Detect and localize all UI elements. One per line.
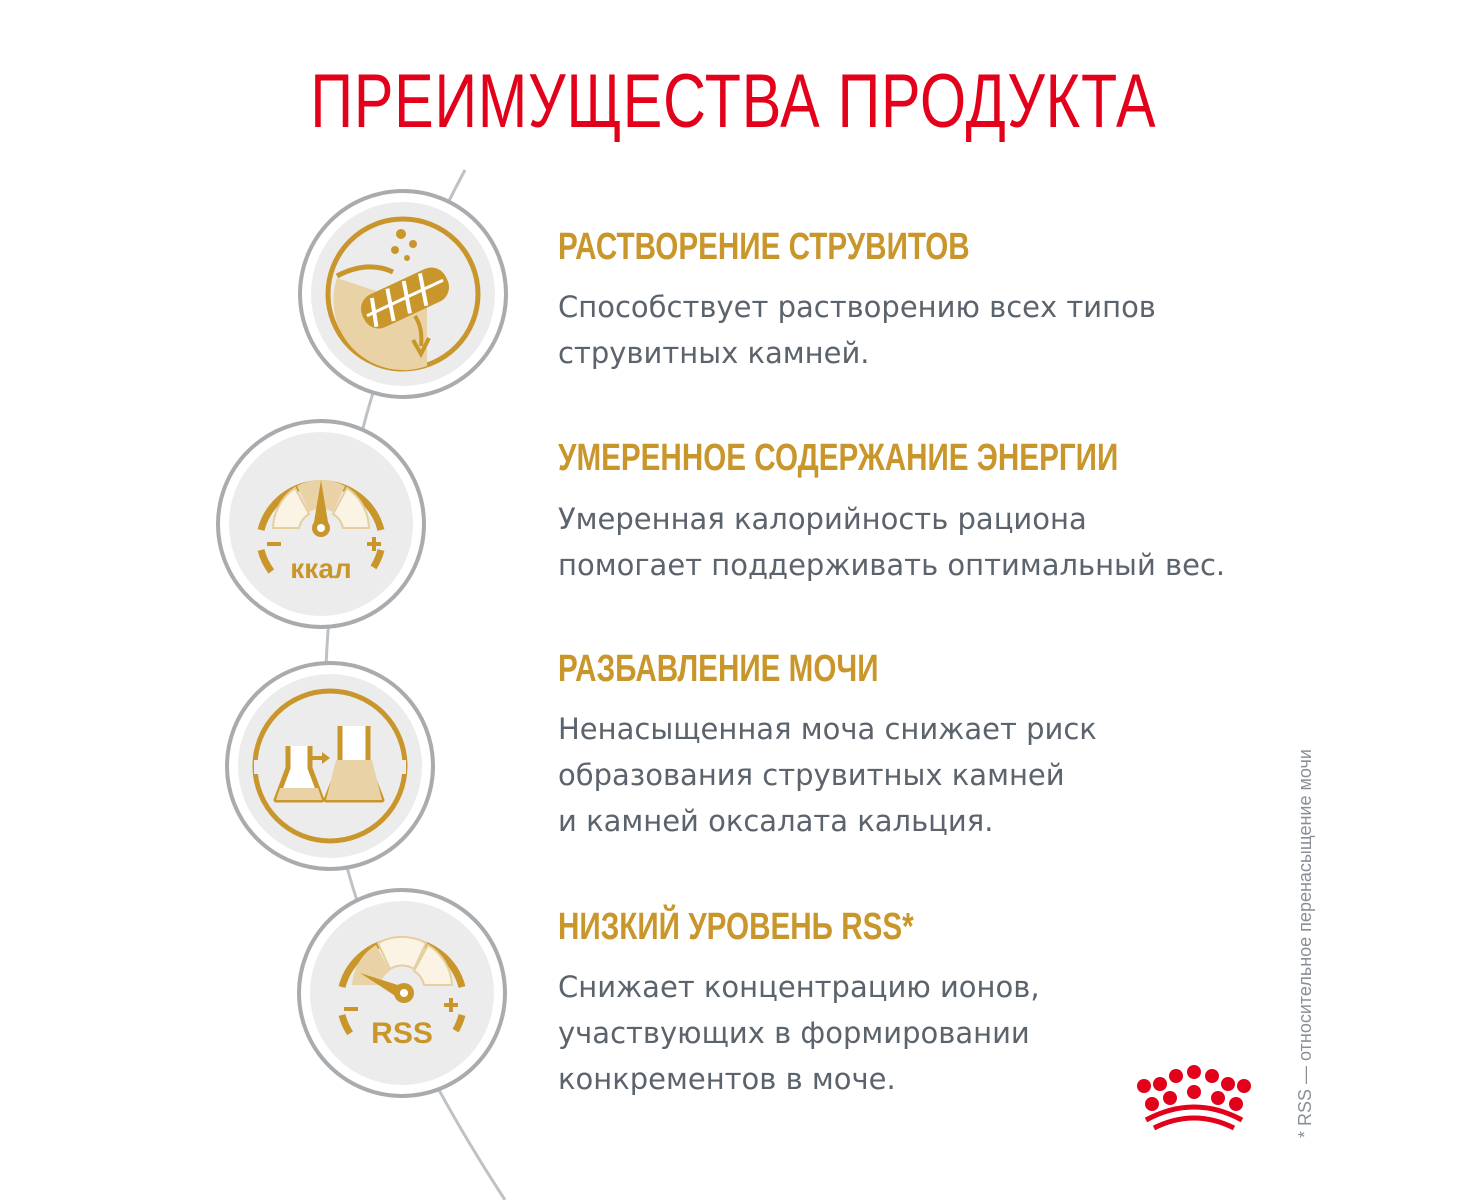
page-title: ПРЕИМУЩЕСТВА ПРОДУКТА <box>310 59 1157 144</box>
benefit-title-urine: РАЗБАВЛЕНИЕ МОЧИ <box>558 648 879 690</box>
rss-label: RSS <box>371 1017 433 1050</box>
calorie-badge <box>215 418 427 630</box>
rss-gauge-icon <box>296 887 508 1099</box>
urine-dilution-flasks-icon <box>224 660 436 872</box>
benefit-title-struvite: РАСТВОРЕНИЕ СТРУВИТОВ <box>558 226 970 268</box>
calorie-gauge-icon <box>215 418 427 630</box>
rss-footnote: * RSS — относительное перенасыщение мочи <box>1295 749 1315 1138</box>
benefit-title-energy: УМЕРЕННОЕ СОДЕРЖАНИЕ ЭНЕРГИИ <box>558 437 1119 479</box>
struvite-badge <box>297 188 509 400</box>
urine-dilution-badge <box>224 660 436 872</box>
benefit-title-rss: НИЗКИЙ УРОВЕНЬ RSS* <box>558 906 914 948</box>
benefit-description-rss: Снижает концентрацию ионов, участвующих в формировании конкрементов в моче. <box>558 970 1040 1096</box>
benefit-description-struvite: Способствует растворению всех типов струвитных камней. <box>558 290 1156 370</box>
benefit-description-urine: Ненасыщенная моча снижает риск образования струвитных камней и камней оксалата кальция. <box>558 712 1097 838</box>
struvite-dissolving-icon <box>297 188 509 400</box>
benefit-description-energy: Умеренная калорийность рациона помогает поддерживать оптимальный вес. <box>558 502 1226 582</box>
crown-logo <box>1132 1064 1256 1132</box>
kcal-label: ккал <box>290 553 352 584</box>
rss-badge <box>296 887 508 1099</box>
